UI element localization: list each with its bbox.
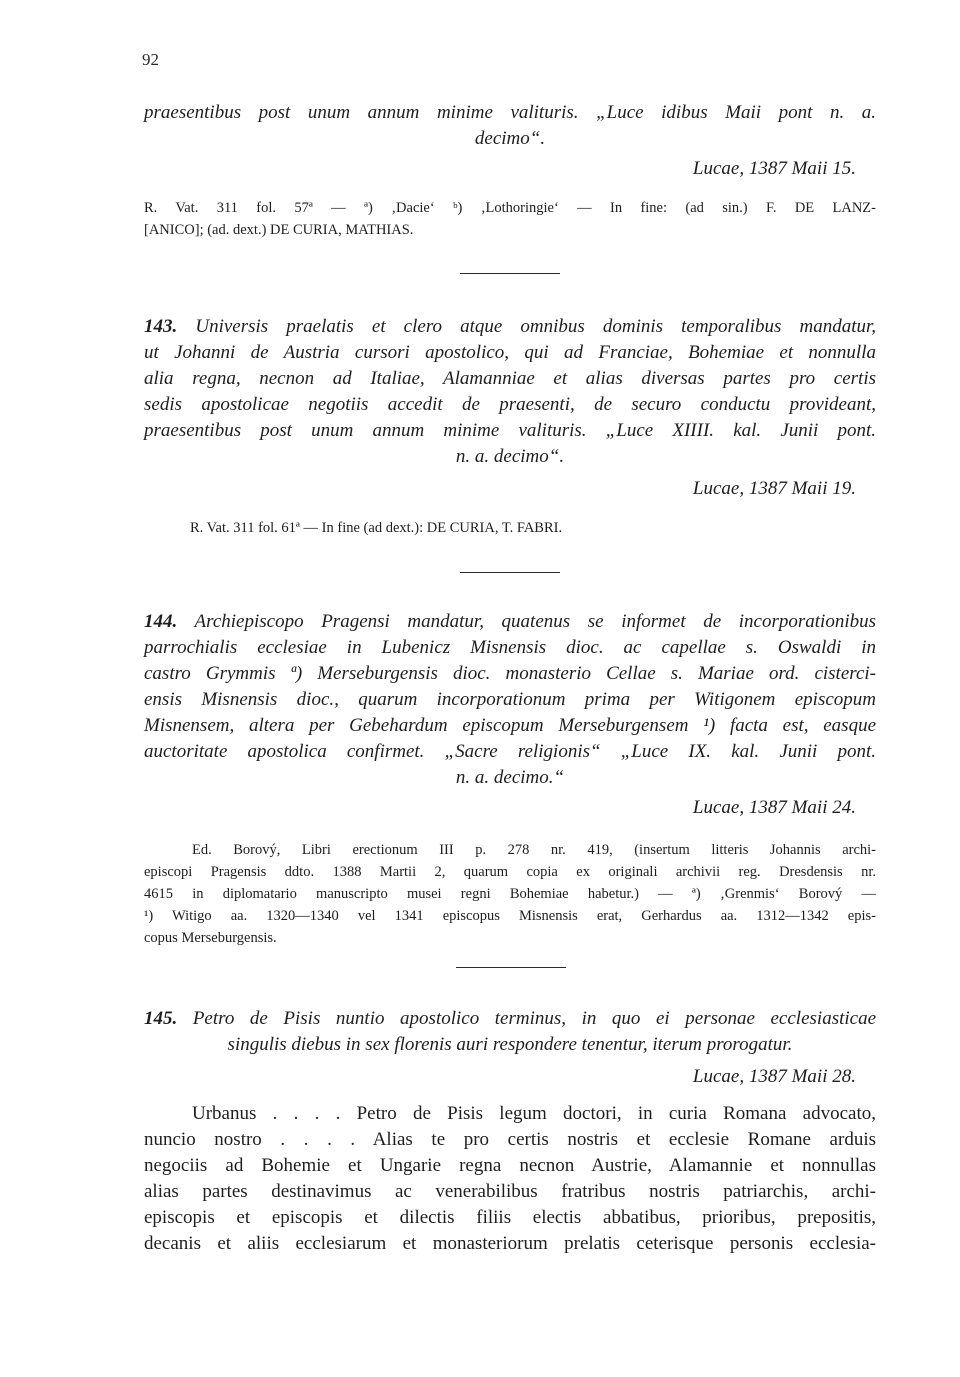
entry-144-line-3: castro Grymmis ª) Merseburgensis dioc. monasterio Cellae s. Mariae ord. cisterci- bbox=[144, 663, 876, 684]
entry-145-body-line-4: alias partes destinavimus ac venerabilibus fratribus nostris patriarchis, archi- bbox=[144, 1181, 876, 1202]
entry-143-note: R. Vat. 311 fol. 61ª — In fine (ad dext.): DE CURIA, T. FABRI. bbox=[190, 520, 563, 536]
entry-145-body-line-5: episcopis et episcopis et dilectis filiis electis abbatibus, prioribus, prepositis, bbox=[144, 1207, 876, 1228]
entry-144-line-4: ensis Misnensis dioc., quarum incorporationum prima per Witigonem episcopum bbox=[144, 689, 876, 710]
entry-143-line-6: n. a. decimo“. bbox=[455, 446, 565, 467]
entry-143-line-1 bbox=[144, 316, 876, 338]
entry-144-number: 144. bbox=[144, 611, 178, 632]
separator-rule-3 bbox=[456, 967, 566, 968]
entry-144-line-2: parrochialis ecclesiae in Lubenicz Misnensis dioc. ac capellae s. Oswaldi in bbox=[144, 637, 876, 658]
entry-145-number: 145. bbox=[144, 1008, 178, 1029]
entry-144-line-1 bbox=[144, 611, 876, 633]
entry-144-line-6: auctoritate apostolica confirmet. „Sacre religionis“ „Luce IX. kal. Junii pont. bbox=[144, 741, 876, 762]
top-note-line-1: R. Vat. 311 fol. 57ª — ª) ‚Dacie‘ ᵇ) ‚Lothoringie‘ — In fine: (ad sin.) F. DE LANZ- bbox=[144, 200, 876, 216]
top-text-line-2: decimo“. bbox=[474, 128, 546, 149]
entry-145-body-line-1: Urbanus . . . . Petro de Pisis legum doctori, in curia Romana advocato, bbox=[192, 1103, 876, 1124]
entry-145-line-1 bbox=[144, 1008, 876, 1030]
page-number: 92 bbox=[142, 50, 159, 69]
entry-144-date: Lucae, 1387 Maii 24. bbox=[692, 797, 856, 818]
entry-145-date: Lucae, 1387 Maii 28. bbox=[692, 1066, 856, 1087]
entry-144-note-line-4: ¹) Witigo aa. 1320—1340 vel 1341 episcopus Misnensis erat, Gerhardus aa. 1312—1342 epis- bbox=[144, 908, 876, 924]
entry-145-line-2: singulis diebus in sex florenis auri respondere tenentur, iterum prorogatur. bbox=[227, 1034, 793, 1055]
entry-143-line-4: sedis apostolicae negotiis accedit de praesenti, de securo conductu provideant, bbox=[144, 394, 876, 415]
entry-143-number: 143. bbox=[144, 316, 178, 337]
entry-144-line-7: n. a. decimo.“ bbox=[455, 767, 565, 788]
entry-143-line-2: ut Johanni de Austria cursori apostolico, qui ad Franciae, Bohemiae et nonnulla bbox=[144, 342, 876, 363]
separator-rule-1 bbox=[460, 273, 560, 274]
entry-143-line-1-text: Universis praelatis et clero atque omnibus dominis temporalibus mandatur, bbox=[195, 316, 877, 337]
entry-143-date: Lucae, 1387 Maii 19. bbox=[692, 478, 856, 499]
entry-145-line-1-text: Petro de Pisis nuntio apostolico terminus, in quo ei personae ecclesiasticae bbox=[192, 1008, 877, 1029]
entry-143-line-3: alia regna, necnon ad Italiae, Alamanniae et alias diversas partes pro certis bbox=[144, 368, 876, 389]
entry-144-note-line-5: copus Merseburgensis. bbox=[144, 930, 277, 946]
separator-rule-2 bbox=[460, 572, 560, 573]
entry-144-note-line-3: 4615 in diplomatario manuscripto musei regni Bohemiae habetur.) — ª) ‚Grenmis‘ Borový — bbox=[144, 886, 876, 902]
entry-143-line-5: praesentibus post unum annum minime valituris. „Luce XIIII. kal. Junii pont. bbox=[144, 420, 876, 441]
entry-145-body-line-6: decanis et aliis ecclesiarum et monasteriorum prelatis ceterisque personis ecclesia- bbox=[144, 1233, 876, 1254]
top-date: Lucae, 1387 Maii 15. bbox=[692, 158, 856, 179]
entry-145-body-line-2: nuncio nostro . . . . Alias te pro certis nostris et ecclesie Romane arduis bbox=[144, 1129, 876, 1150]
entry-145-body-line-3: negociis ad Bohemie et Ungarie regna necnon Austrie, Alamannie et nonnullas bbox=[144, 1155, 876, 1176]
top-note-line-2: [ANICO]; (ad. dext.) DE CURIA, MATHIAS. bbox=[144, 222, 414, 238]
entry-144-line-1-text: Archiepiscopo Pragensi mandatur, quatenus se informet de incorporationibus bbox=[194, 611, 876, 632]
entry-144-line-5: Misnensem, altera per Gebehardum episcopum Merseburgensem ¹) facta est, easque bbox=[144, 715, 876, 736]
top-text-line-1: praesentibus post unum annum minime valituris. „Luce idibus Maii pont n. a. bbox=[144, 102, 876, 123]
entry-144-note-line-1: Ed. Borový, Libri erectionum III p. 278 nr. 419, (insertum litteris Johannis archi- bbox=[192, 842, 876, 858]
entry-144-note-line-2: episcopi Pragensis ddto. 1388 Martii 2, quarum copia ex originali archivii reg. Dresdensis nr. bbox=[144, 864, 876, 880]
